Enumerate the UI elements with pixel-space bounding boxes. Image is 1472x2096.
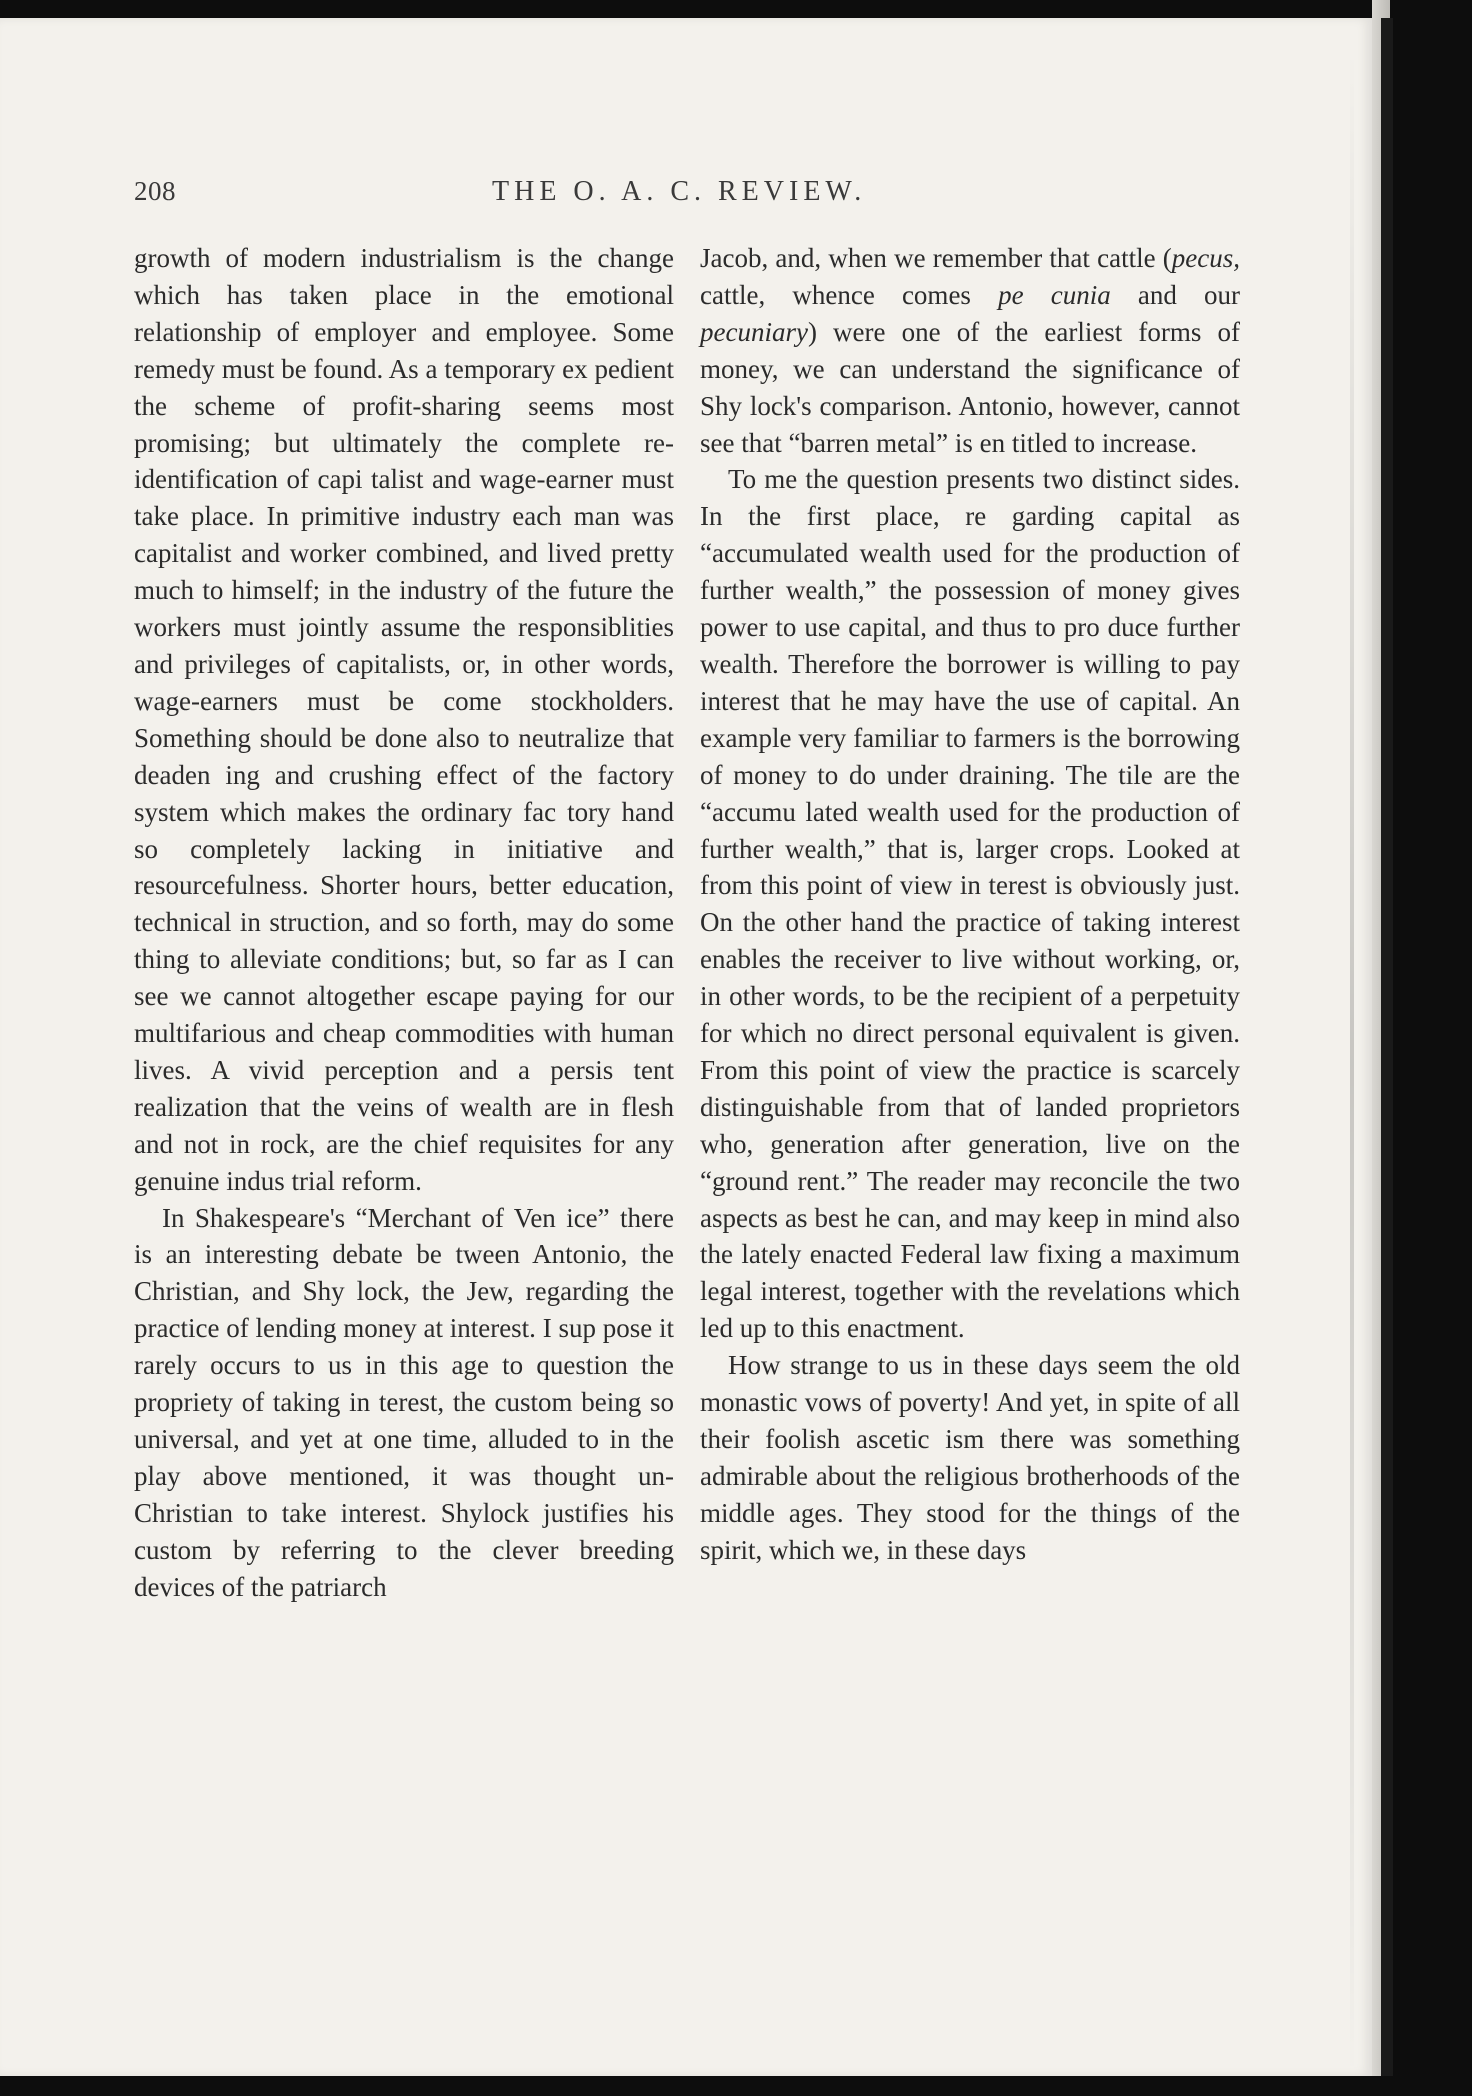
right-paragraph-1 (700, 240, 1240, 461)
italic-pecunia: pe cunia (998, 279, 1111, 310)
page-header (134, 176, 1254, 216)
running-title: THE O. A. C. REVIEW. (492, 176, 867, 207)
italic-pecuniary: pecuniary (700, 316, 808, 347)
left-paragraph-1: growth of modern industrialism is the change which has taken place in the emotional relationship of employer and employee. Some remedy must be found. As a temporary ex pedient the scheme of profit-sharing seems most promising; but ultimately the complete re-identification of capi talist and wage-earner must take place. In primitive industry each man was capitalist and worker combined, and lived pretty much to himself; in the industry of the future the workers must jointly assume the responsiblities and privileges of capitalists, or, in other words, wage-earners must be come stockholders. Something should be done also to neutralize that deaden ing and crushing effect of the factory system which makes the ordinary fac tory hand so completely lacking in initiative and resourcefulness. Shorter hours, better education, technical in struction, and so forth, may do some thing to alleviate conditions; but, so far as I can see we cannot altogether escape paying for our multifarious and cheap commodities with human lives. A vivid perception and a persis tent realization that the veins of wealth are in flesh and not in rock, are the chief requisites for any genuine indus trial reform. (134, 243, 674, 1196)
right-paragraph-1-text-b: cattle, whence comes (700, 279, 999, 310)
right-column (700, 240, 1240, 1569)
scan-bottom-border (0, 2076, 1472, 2096)
right-paragraph-1-text-d: ) were one of the earliest forms of money, we can understand the significance of Shy lock's comparison. Antonio, however, cannot see that “barren metal” is en titled to increase. (700, 316, 1240, 458)
scanned-page (0, 18, 1372, 2076)
scan-top-border (0, 0, 1472, 18)
italic-pecus: pecus, (1171, 243, 1240, 273)
right-paragraph-1-text-c: and our (1110, 279, 1240, 310)
page-fold-shadow (1350, 48, 1354, 2078)
binding-shadow (1381, 18, 1393, 2076)
page-number: 208 (134, 176, 176, 206)
right-paragraph-3: How strange to us in these days seem the old monastic vows of poverty! And yet, in spite of all their foolish ascetic ism there was something admirable about the religious brotherhoods of the middle ages. They stood for the things of the spirit, which we, in these days (700, 1350, 1240, 1565)
left-column (134, 240, 674, 1606)
left-paragraph-2: In Shakespeare's “Merchant of Ven ice” there is an interesting debate be tween Antonio, the Christian, and Shy lock, the Jew, regarding the practice of lending money at interest. I sup pose it rarely occurs to us in this age to question the propriety of taking in terest, the custom being so universal, and yet at one time, alluded to in the play above mentioned, it was thought un-Christian to take interest. Shylock justifies his custom by referring to the clever breeding devices of the patriarch (134, 1202, 674, 1602)
right-paragraph-1-text-a: Jacob, and, when we remember that cattle ( (700, 243, 1172, 273)
right-paragraph-2: To me the question presents two distinct sides. In the first place, re garding capital as “accumulated wealth used for the production of further wealth,” the possession of money gives power to use capital, and thus to pro duce further wealth. Therefore the borrower is willing to pay interest that he may have the use of capital. An example very familiar to farmers is the borrowing of money to do under draining. The tile are the “accumu lated wealth used for the production of further wealth,” that is, larger crops. Looked at from this point of view in terest is obviously just. On the other hand the practice of taking interest enables the receiver to live without working, or, in other words, to be the recipient of a perpetuity for which no direct personal equivalent is given. From this point of view the practice is scarcely distinguishable from that of landed proprietors who, generation after generation, live on the “ground rent.” The reader may reconcile the two aspects as best he can, and may keep in mind also the lately enacted Federal law fixing a maximum legal interest, together with the revelations which led up to this enactment. (700, 464, 1240, 1344)
